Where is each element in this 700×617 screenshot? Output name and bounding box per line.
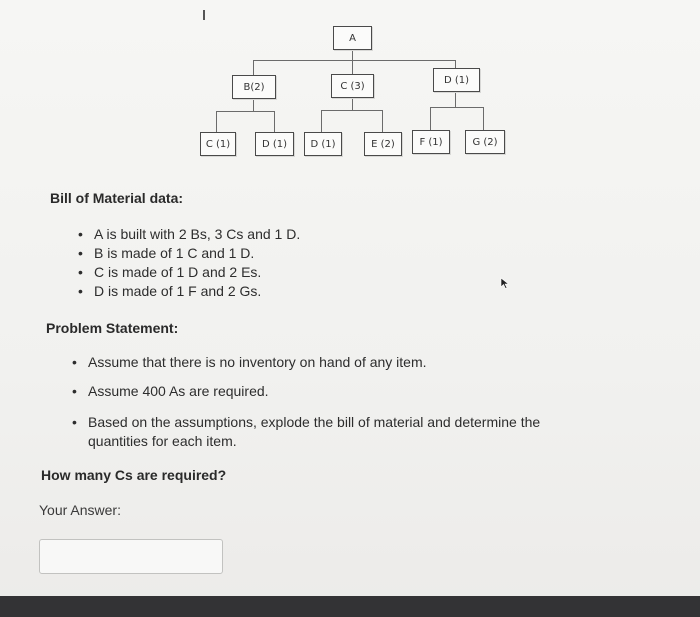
bom-item: • B is made of 1 C and 1 D. <box>94 245 300 264</box>
bom-item: • C is made of 1 D and 2 Es. <box>94 264 300 283</box>
problem-item-continuation: quantities for each item. <box>88 433 237 449</box>
bom-item: • A is built with 2 Bs, 3 Cs and 1 D. <box>94 226 300 245</box>
bottom-bar <box>0 596 700 617</box>
tree-node-b: B(2) <box>232 75 276 99</box>
product-structure-tree <box>0 0 700 170</box>
problem-item: • Assume that there is no inventory on hand of any item. <box>88 354 540 383</box>
mouse-pointer-icon <box>500 277 510 289</box>
tree-node-a: A <box>333 26 372 50</box>
tree-node-d: D (1) <box>433 68 480 92</box>
answer-input[interactable] <box>39 539 223 574</box>
bom-title: Bill of Material data: <box>50 190 184 206</box>
tree-node-g-under-d: G (2) <box>465 130 505 154</box>
problem-item: • Based on the assumptions, explode the bill of material and determine the <box>88 414 540 433</box>
bom-list <box>94 226 300 302</box>
tree-node-f-under-d: F (1) <box>412 130 450 154</box>
tree-node-d-under-c: D (1) <box>304 132 342 156</box>
problem-list <box>88 354 540 452</box>
bom-item: • D is made of 1 F and 2 Gs. <box>94 283 300 302</box>
question-text: How many Cs are required? <box>41 467 227 483</box>
problem-title: Problem Statement: <box>46 320 179 336</box>
problem-item: • Assume 400 As are required. <box>88 383 540 414</box>
tree-node-c: C (3) <box>331 74 374 98</box>
tree-node-c-under-b: C (1) <box>200 132 236 156</box>
tree-node-d-under-b: D (1) <box>255 132 294 156</box>
tree-node-e-under-c: E (2) <box>364 132 402 156</box>
answer-label: Your Answer: <box>39 502 121 518</box>
